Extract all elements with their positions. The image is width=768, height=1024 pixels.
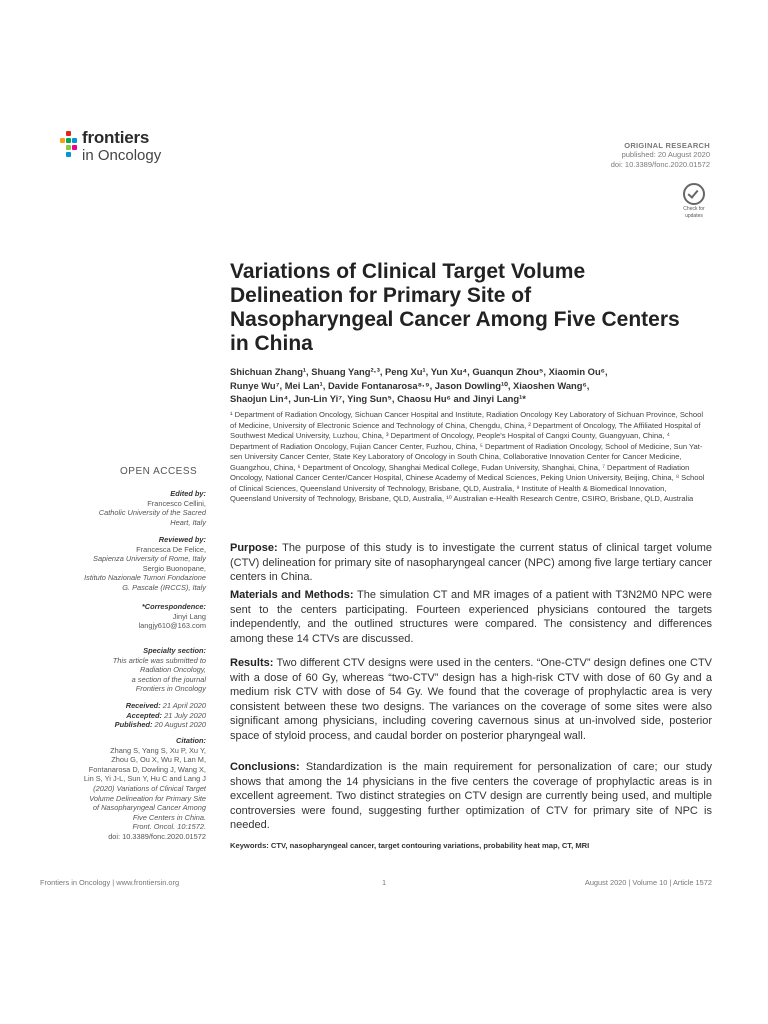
affiliations: ¹ Department of Radiation Oncology, Sichuan Cancer Hospital and Institute, Radiation Oncology Key Laboratory of Sichuan Province, School of Medicine, University of Electronic Science and Technology of China, Chengdu, China, ² Department of Oncology, The Affiliated Hospital of Southwest Medical University, Luzhou, China, ³ Department of Oncology, People's Hospital of Cangxi County, Guangyuan, China, ⁴ Department of Radiation Oncology, Fujian Cancer Center, Fuzhou, China, ⁵ Department of Radiation Oncology, School of Medicine, Sun Yat-sen University Cancer Center, State Key Laboratory of Oncology in South China, Collaborative Innovation Center for Cancer Medicine, Guangzhou, China, ⁶ Department of Oncology, Shanghai Medical College, Fudan University, Shanghai, China, ⁷ Department of Radiation Oncology, National Cancer Center/Cancer Hospital, Chinese Academy of Medical Sciences, Peking Union University, Beijing, China, ⁸ School of Clinical Sciences, Queensland University of Technology, Brisbane, QLD, Australia, ⁹ Institute of Health & Biomedical Innovation, Queensland University of Technology, Brisbane, QLD, Australia, ¹⁰ Australian e-Health Research Centre, CSIRO, Brisbane, QLD, Australia (230, 410, 705, 503)
specialty-line: This article was submitted to (112, 655, 206, 665)
results-label: Results: (230, 657, 274, 669)
sidebar-specialty (40, 646, 206, 694)
sidebar-dates (40, 701, 206, 730)
citation-line: Zhang S, Yang S, Xu P, Xu Y, (110, 745, 206, 755)
specialty-line: Radiation Oncology, (139, 665, 206, 675)
reviewer-line: Istituto Nazionale Tumori Fondazione (84, 573, 206, 583)
methods-text: The simulation CT and MR images of a patient with T3N2M0 NPC were sent to the centers participating. Fourteen experienced physicians contoured the targets independently, and the outlined structures were compared. The consistency and differences among these 14 CTVs are discussed. (230, 589, 712, 645)
article-title: Variations of Clinical Target Volume Delineation for Primary Site of Nasopharyngeal Cancer Among Five Centers in China (230, 260, 680, 355)
results-text: Two different CTV designs were used in the centers. “One-CTV” design defines one CTV with a dose of 60 Gy, whereas “two-CTV” design has a high-risk CTV with dose of 60 Gy and a medium risk CTV with dose of 54 Gy. We found that the coverage of prophylactic area is very consistent between these two designs. The variances on the coverage of some sites were also significant among physicians, including covering cavernous sinus at un-involved side, posterior space of styloid process, and caudal border on posterior pharyngeal wall. (230, 657, 713, 742)
footer-left[interactable]: Frontiers in Oncology | www.frontiersin.org (40, 878, 180, 887)
correspondence-name: Jinyi Lang (172, 611, 206, 621)
check-updates-line1: Check for (683, 206, 705, 212)
specialty-label: Specialty section: (143, 646, 206, 655)
footer-right: August 2020 | Volume 10 | Article 1572 (584, 878, 712, 887)
journal-logo (60, 128, 210, 170)
citation-line: Fontanarosa D, Dowling J, Wang X, (88, 764, 206, 774)
editor-line: Francesco Cellini, (147, 498, 206, 508)
sidebar-reviewed-by (40, 535, 206, 593)
sidebar-edited-by (40, 489, 206, 527)
reviewer-line: G. Pascale (IRCCS), Italy (122, 582, 206, 592)
edited-by-label: Edited by: (170, 489, 206, 498)
citation-line: Front. Oncol. 10:1572. (132, 822, 206, 832)
frontiers-logo-icon (60, 131, 78, 157)
check-updates-line2: updates (685, 213, 703, 219)
citation-doi[interactable]: doi: 10.3389/fonc.2020.01572 (108, 831, 206, 841)
published-date: published: 20 August 2020 (621, 150, 710, 159)
conclusions-text: Standardization is the main requirement for personalization of care; our study shows that among the 14 physicians in the five centers the coverage of prophylactic areas is in excellent agreement. Two distinct strategies on CTV design are currently being used, and multiple controversies were found, suggesting further optimization of CTV for primary site of NPC is needed. (230, 761, 712, 831)
citation-line: (2020) Variations of Clinical Target (93, 783, 206, 793)
citation-label: Citation: (176, 736, 206, 745)
abstract-conclusions (230, 760, 712, 833)
received-date: 21 April 2020 (162, 701, 206, 710)
editor-line: Heart, Italy (170, 517, 206, 527)
citation-line: Volume Delineation for Primary Site (89, 793, 206, 803)
received-label: Received: (125, 701, 161, 710)
check-for-updates-badge[interactable] (679, 183, 709, 219)
author-line: Shaojun Lin⁴, Jun-Lin Yi⁷, Ying Sun⁵, Chaosu Hu⁶ and Jinyi Lang¹* (230, 393, 526, 404)
methods-label: Materials and Methods: (230, 589, 354, 601)
citation-line: Five Centers in China. (132, 812, 206, 822)
author-line: Runye Wu⁷, Mei Lan¹, Davide Fontanarosa⁸·⁹, Jason Dowling¹⁰, Xiaoshen Wang⁶, (230, 379, 590, 391)
article-doi[interactable]: doi: 10.3389/fonc.2020.01572 (610, 160, 710, 169)
check-icon (683, 183, 705, 205)
journal-name-line2: in Oncology (82, 147, 162, 164)
reviewer-line: Francesca De Felice, (136, 544, 206, 554)
specialty-line: a section of the journal (131, 674, 206, 684)
reviewed-by-label: Reviewed by: (158, 535, 206, 544)
reviewer-line: Sapienza University of Rome, Italy (93, 554, 206, 564)
abstract-results (230, 656, 712, 743)
article-meta (510, 141, 710, 170)
editor-line: Catholic University of the Sacred (98, 508, 206, 518)
article-type: ORIGINAL RESEARCH (624, 141, 710, 150)
abstract-purpose (230, 541, 712, 585)
sidebar-correspondence (40, 602, 206, 631)
citation-line: Zhou G, Ou X, Wu R, Lan M, (111, 755, 206, 765)
correspondence-email[interactable]: langjy610@163.com (138, 621, 206, 631)
reviewer-line: Sergio Buonopane, (142, 563, 206, 573)
keywords-text: Keywords: CTV, nasopharyngeal cancer, target contouring variations, probability heat map, CT, MRI (230, 841, 590, 850)
purpose-label: Purpose: (230, 542, 278, 554)
citation-line: of Nasopharyngeal Cancer Among (92, 803, 206, 813)
purpose-text: The purpose of this study is to investigate the current status of clinical target volume (CTV) delineation for primary site of nasopharyngeal cancer (NPC) among five large tertiary cancer centers in China. (230, 542, 713, 583)
accepted-label: Accepted: (126, 710, 163, 720)
specialty-line: Frontiers in Oncology (135, 684, 206, 694)
conclusions-label: Conclusions: (230, 761, 300, 773)
sidebar-citation (40, 736, 206, 842)
keywords (230, 841, 712, 850)
author-list (230, 365, 700, 406)
page-number: 1 (382, 878, 387, 887)
correspondence-label: *Correspondence: (141, 602, 206, 611)
citation-line: Lin S, Yi J-L, Sun Y, Hu C and Lang J (83, 774, 206, 784)
accepted-date: 21 July 2020 (164, 710, 206, 720)
published-side-date: 20 August 2020 (154, 720, 206, 730)
author-line: Shichuan Zhang¹, Shuang Yang²·³, Peng Xu¹, Yun Xu⁴, Guanqun Zhou⁵, Xiaomin Ou⁶, (230, 366, 608, 377)
open-access-label: OPEN ACCESS (120, 466, 198, 477)
abstract-methods (230, 588, 712, 646)
journal-name-line1: frontiers (82, 128, 150, 147)
published-label: Published: (114, 720, 153, 730)
